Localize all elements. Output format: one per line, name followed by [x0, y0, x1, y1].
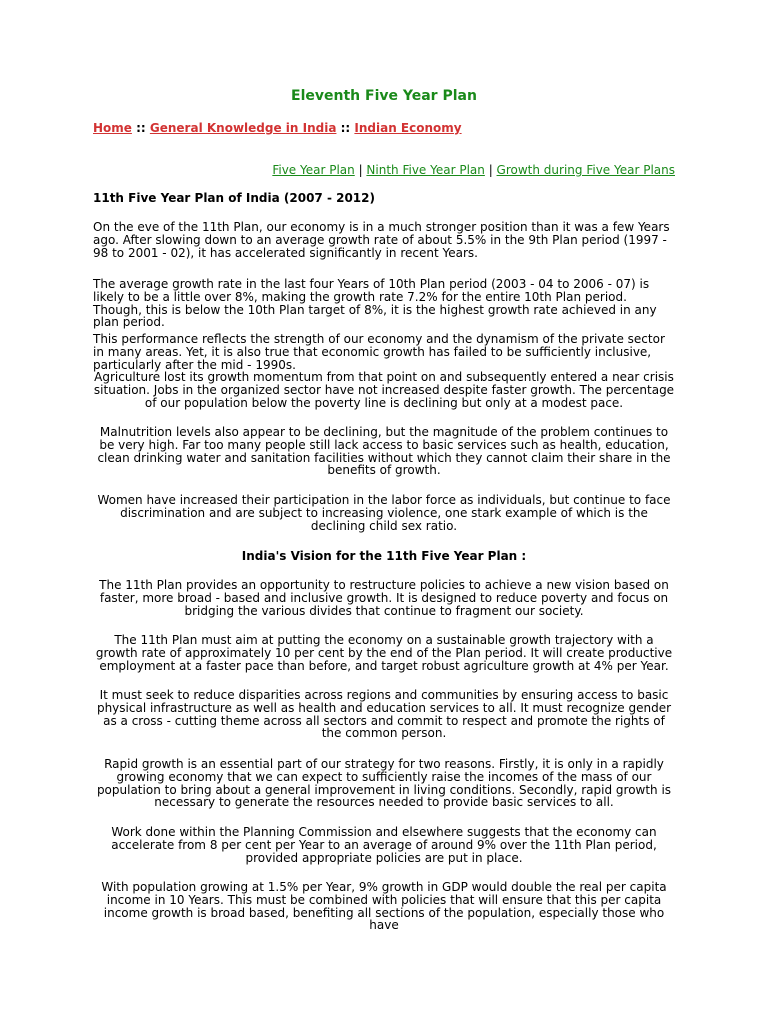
link-separator: | [484, 163, 497, 177]
breadcrumb-general-knowledge-link[interactable]: General Knowledge in India [149, 121, 337, 135]
paragraph-women: Women have increased their participation in the labor force as individuals, but continue to face discrimination and are subject to increasing violence, one stark example of which is the declining child sex ratio. [97, 493, 671, 533]
article-heading: 11th Five Year Plan of India (2007 - 2012) [93, 191, 375, 205]
vision-heading: India's Vision for the 11th Five Year Plan : [241, 549, 527, 563]
paragraph-population-growth: With population growing at 1.5% per Year, 9% growth in GDP would double the real per capita income in 10 Years. This must be combined with policies that will ensure that this per capita income growth is broad based, benefiting all sections of the population, especially those who have [101, 880, 667, 933]
link-separator: | [354, 163, 367, 177]
paragraph-reduce-disparities: It must seek to reduce disparities across regions and communities by ensuring access to basic physical infrastructure as well as health and education services to all. It must recognize gender as a cross - cutting theme across all sectors and commit to respect and promote the rights of the common person. [96, 688, 672, 741]
page-title: Eleventh Five Year Plan [291, 88, 477, 104]
paragraph-eve-of-plan: On the eve of the 11th Plan, our economy is in a much stronger position than it was a few Years ago. After slowing down to an average growth rate of about 5.5% in the 9th Plan period (1997 - 98 to 2001 - 02), it has accelerated significantly in recent Years. [93, 220, 670, 260]
paragraph-11th-plan-opportunity: The 11th Plan provides an opportunity to restructure policies to achieve a new vision based on faster, more broad - based and inclusive growth. It is designed to reduce poverty and focus on bridging the various divides that continue to fragment our society. [99, 578, 669, 618]
growth-during-plans-link[interactable]: Growth during Five Year Plans [496, 163, 675, 177]
breadcrumb [93, 121, 462, 135]
breadcrumb-home-link[interactable]: Home [93, 121, 132, 135]
ninth-five-year-plan-link[interactable]: Ninth Five Year Plan [366, 163, 485, 177]
breadcrumb-indian-economy-link[interactable]: Indian Economy [354, 121, 462, 135]
paragraph-performance: This performance reflects the strength of our economy and the dynamism of the private sector in many areas. Yet, it is also true that economic growth has failed to be sufficiently inclusive, particularly after the mid - 1990s. [93, 332, 665, 372]
paragraph-11th-plan-aim: The 11th Plan must aim at putting the economy on a sustainable growth trajectory with a growth rate of approximately 10 per cent by the end of the Plan period. It will create productive employment at a faster pace than before, and target robust agriculture growth at 4% per Year. [95, 633, 673, 673]
five-year-plan-link[interactable]: Five Year Plan [272, 163, 355, 177]
breadcrumb-separator: :: [336, 121, 355, 135]
paragraph-planning-commission: Work done within the Planning Commission and elsewhere suggests that the economy can accelerate from 8 per cent per Year to an average of around 9% over the 11th Plan period, provided appropriate policies are put in place. [111, 825, 657, 865]
paragraph-rapid-growth: Rapid growth is an essential part of our strategy for two reasons. Firstly, it is only in a rapidly growing economy that we can expect to sufficiently raise the incomes of the mass of our population to bring about a general improvement in living conditions. Secondly, rapid growth is necessary to generate the resources needed to provide basic services to all. [96, 757, 672, 810]
breadcrumb-separator: :: [131, 121, 150, 135]
related-links [272, 163, 675, 177]
paragraph-agriculture: Agriculture lost its growth momentum from that point on and subsequently entered a near crisis situation. Jobs in the organized sector have not increased despite faster growth. The percentage of our population below the poverty line is declining but only at a modest pace. [93, 370, 675, 410]
paragraph-malnutrition: Malnutrition levels also appear to be declining, but the magnitude of the problem continues to be very high. Far too many people still lack access to basic services such as health, education, clean drinking water and sanitation facilities without which they cannot claim their share in the benefits of growth. [97, 425, 671, 478]
paragraph-average-growth: The average growth rate in the last four Years of 10th Plan period (2003 - 04 to 2006 - 07) is likely to be a little over 8%, making the growth rate 7.2% for the entire 10th Plan period. Though, this is below the 10th Plan target of 8%, it is the highest growth rate achieved in any plan period. [93, 277, 657, 330]
